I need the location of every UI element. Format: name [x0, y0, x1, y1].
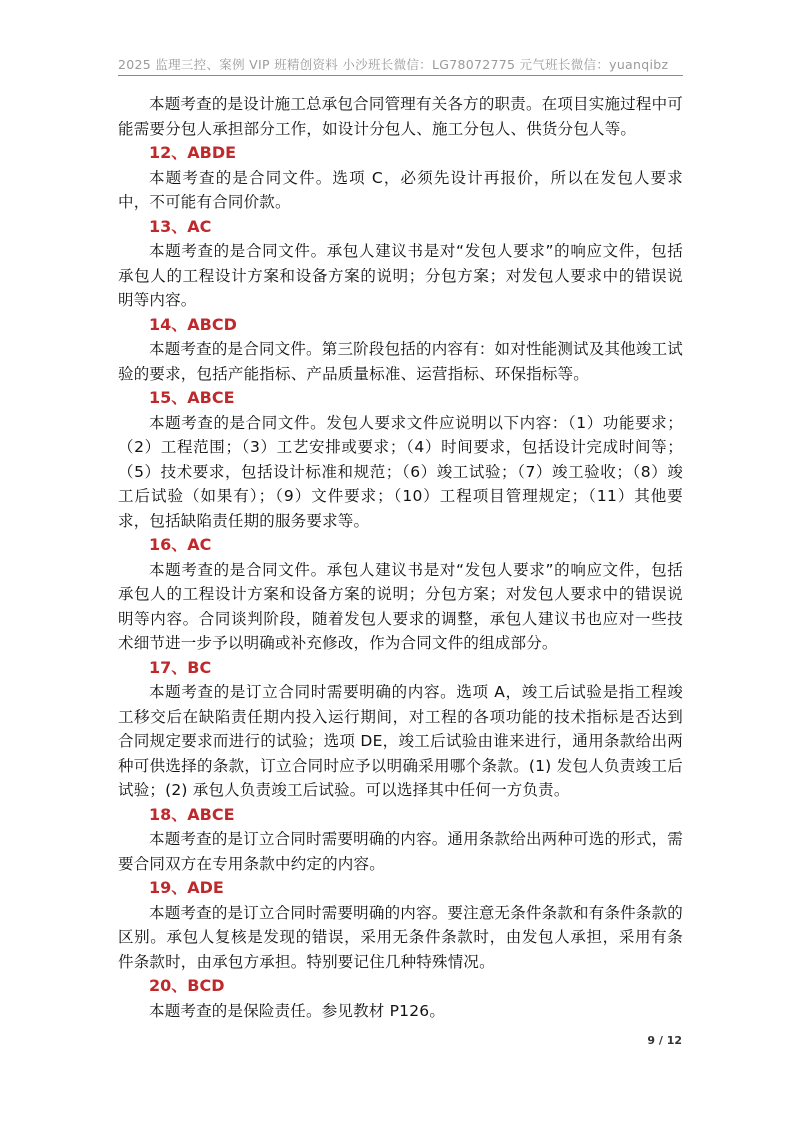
answer-heading: 20、BCD	[149, 976, 225, 995]
explanation-paragraph: 本题考查的是保险责任。参见教材 P126。	[149, 1001, 446, 1020]
page-number: 9 / 12	[647, 1034, 682, 1047]
explanation-paragraph: 本题考查的是合同文件。发包人要求文件应说明以下内容：（1）功能要求；（2）工程范围；（3）工艺安排或要求；（4）时间要求，包括设计完成时间等；（5）技术要求，包括设计标准和规范；（6）竣工试验；（7）竣工验收；（8）竣工后试验（如果有）；（9）文件要求；（10）工程项目管理规定；（11）其他要求，包括缺陷责任期的服务要求等。	[118, 413, 683, 530]
explanation-paragraph: 本题考查的是订立合同时需要明确的内容。通用条款给出两种可选的形式，需要合同双方在专用条款中约定的内容。	[118, 830, 683, 873]
explanation-paragraph: 本题考查的是设计施工总承包合同管理有关各方的职责。在项目实施过程中可能需要分包人承担部分工作，如设计分包人、施工分包人、供货分包人等。	[118, 95, 683, 138]
explanation-paragraph: 本题考查的是合同文件。承包人建议书是对“发包人要求”的响应文件，包括承包人的工程设计方案和设备方案的说明；分包方案；对发包人要求中的错误说明等内容。	[118, 242, 683, 309]
explanation-paragraph: 本题考查的是合同文件。第三阶段包括的内容有：如对性能测试及其他竣工试验的要求，包括产能指标、产品质量标准、运营指标、环保指标等。	[118, 340, 683, 383]
answer-heading: 14、ABCD	[149, 314, 237, 334]
page-header: 2025 监理三控、案例 VIP 班精创资料 小沙班长微信：LG78072775 元气班长微信：yuanqibz	[118, 57, 669, 72]
header-divider	[118, 75, 683, 76]
explanation-paragraph: 本题考查的是合同文件。承包人建议书是对“发包人要求”的响应文件，包括承包人的工程设计方案和设备方案的说明；分包方案；对发包人要求中的错误说明等内容。合同谈判阶段，随着发包人要求的调整，承包人建议书也应对一些技术细节进一步予以明确或补充修改，作为合同文件的组成部分。	[118, 560, 683, 652]
explanation-paragraph: 本题考查的是订立合同时需要明确的内容。选项 A，竣工后试验是指工程竣工移交后在缺陷责任期内投入运行期间，对工程的各项功能的技术指标是否达到合同规定要求而进行的试验；选项 DE，竣工后试验由谁来进行，通用条款给出两种可供选择的条款，订立合同时应予以明确采用哪个条款。(1) 发包人负责竣工后试验；(2) 承包人负责竣工后试验。可以选择其中任何一方负责。	[118, 683, 683, 799]
answer-list	[118, 92, 683, 1023]
answer-heading: 13、AC	[149, 216, 212, 236]
explanation-paragraph: 本题考查的是合同文件。选项 C，必须先设计再报价，所以在发包人要求中，不可能有合同价款。	[118, 168, 683, 211]
answer-heading: 15、ABCE	[149, 388, 235, 407]
answer-heading: 19、ADE	[149, 878, 224, 897]
answer-heading: 12、ABDE	[149, 143, 237, 162]
answer-heading: 16、AC	[149, 535, 212, 554]
answer-heading: 17、BC	[149, 657, 212, 677]
explanation-paragraph: 本题考查的是订立合同时需要明确的内容。要注意无条件条款和有条件条款的区别。承包人复核是发现的错误，采用无条件条款时，由发包人承担，采用有条件条款时，由承包方承担。特别要记住几种特殊情况。	[118, 903, 683, 971]
answer-heading: 18、ABCE	[149, 804, 235, 824]
